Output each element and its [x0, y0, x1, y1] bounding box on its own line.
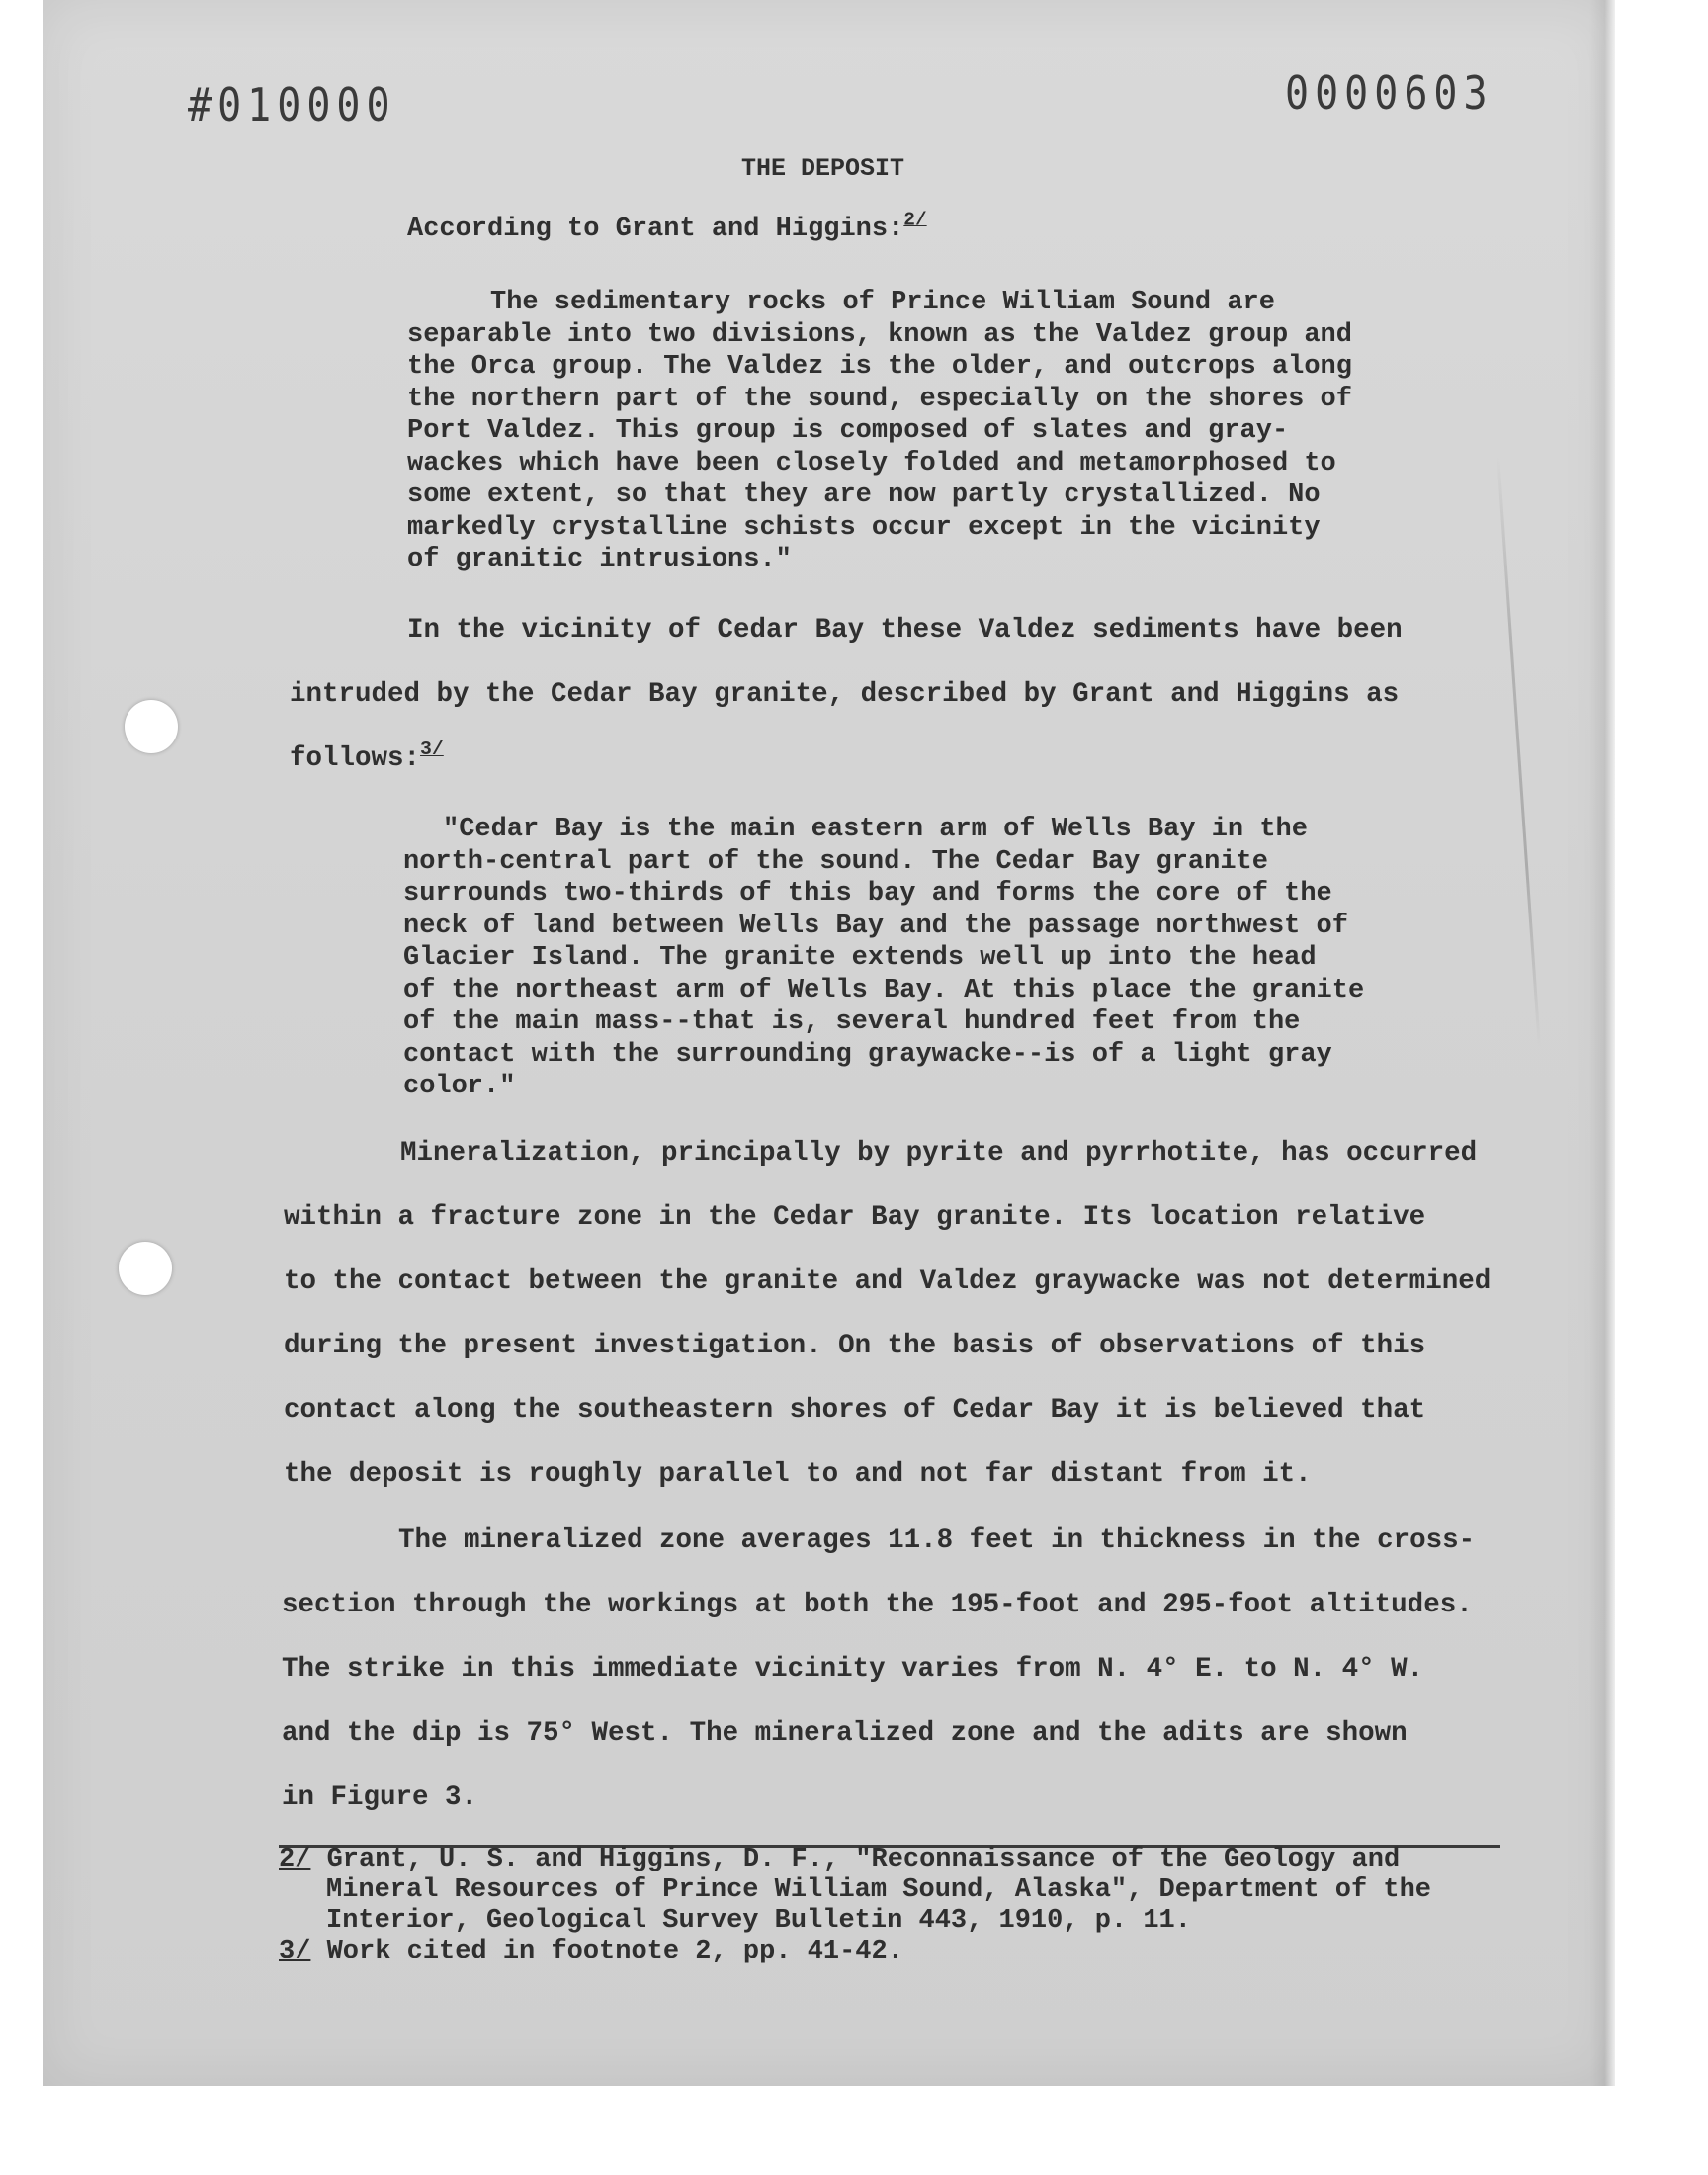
footnote-3: [279, 1937, 903, 1967]
quote1-line: the Orca group. The Valdez is the older, and outcrops along: [407, 352, 1352, 382]
footnote-3-mark: 3/: [279, 1937, 311, 1966]
quote2-line: surrounds two-thirds of this bay and forms the core of the: [403, 879, 1332, 909]
punch-hole-top: [125, 700, 178, 753]
paragraph-mineralized-zone: [282, 1509, 1475, 1830]
footnote-2-line: Interior, Geological Survey Bulletin 443, 1910, p. 11.: [326, 1906, 1191, 1936]
quote1-line: some extent, so that they are now partly crystallized. No: [407, 480, 1321, 510]
page-title: THE DEPOSIT: [741, 154, 905, 183]
footnote-2-mark: 2/: [279, 1845, 311, 1874]
page-edge-shadow: [1589, 0, 1615, 2086]
para1-last-text: follows:: [290, 743, 421, 774]
intro-text: According to Grant and Higgins:: [407, 215, 904, 244]
para1-line: intruded by the Cedar Bay granite, described by Grant and Higgins as: [290, 679, 1400, 710]
punch-hole-bottom: [119, 1242, 172, 1295]
para2-line: contact along the southeastern shores of Cedar Bay it is believed that: [284, 1395, 1426, 1426]
footnote-2-line: Mineral Resources of Prince William Sound, Alaska", Department of the: [326, 1875, 1431, 1905]
quote1-line: Port Valdez. This group is composed of slates and gray-: [407, 416, 1289, 446]
footnote-2: [279, 1845, 1431, 1937]
quote2-line: of the northeast arm of Wells Bay. At this place the granite: [403, 975, 1365, 1005]
footnote-3-text: Work cited in footnote 2, pp. 41-42.: [326, 1937, 903, 1966]
para2-line: Mineralization, principally by pyrite and pyrrhotite, has occurred: [400, 1138, 1478, 1169]
para1-line: In the vicinity of Cedar Bay these Valdez sediments have been: [407, 615, 1403, 646]
intro-line: [407, 209, 927, 246]
document-number-stamp-left: #010000: [188, 79, 396, 132]
quote1-line: markedly crystalline schists occur except in the vicinity: [407, 512, 1321, 543]
para3-line: The strike in this immediate vicinity varies from N. 4° E. to N. 4° W.: [282, 1654, 1424, 1685]
para3-line: The mineralized zone averages 11.8 feet in thickness in the cross-: [398, 1525, 1476, 1556]
footnote-ref-2: 2/: [903, 209, 927, 231]
paragraph-mineralization: [284, 1121, 1491, 1507]
paragraph-cedar-bay-intro: [290, 598, 1403, 791]
quote-grant-higgins-2: [403, 814, 1364, 1103]
footnote-2-text: Grant, U. S. and Higgins, D. F., "Reconnaissance of the Geology and: [326, 1845, 1401, 1874]
quote1-line: the northern part of the sound, especially on the shores of: [407, 384, 1352, 414]
para2-line: during the present investigation. On the basis of observations of this: [284, 1331, 1426, 1361]
para3-line: section through the workings at both the 195-foot and 295-foot altitudes.: [282, 1590, 1473, 1620]
quote-grant-higgins-1: [407, 287, 1352, 576]
para3-line: in Figure 3.: [282, 1783, 478, 1813]
footnote-ref-3: 3/: [420, 739, 444, 761]
para2-line: to the contact between the granite and Valdez graywacke was not determined: [284, 1266, 1492, 1297]
para2-line: the deposit is roughly parallel to and not far distant from it.: [284, 1459, 1312, 1490]
quote2-line: "Cedar Bay is the main eastern arm of Wells Bay in the: [443, 815, 1308, 844]
footnote-2-line: [279, 1845, 1431, 1875]
quote1-line: wackes which have been closely folded and metamorphosed to: [407, 448, 1336, 478]
quote2-line: neck of land between Wells Bay and the passage northwest of: [403, 911, 1348, 941]
para3-line: and the dip is 75° West. The mineralized zone and the adits are shown: [282, 1718, 1408, 1749]
quote2-line: Glacier Island. The granite extends well up into the head: [403, 943, 1317, 973]
quote2-line: north-central part of the sound. The Cedar Bay granite: [403, 846, 1268, 877]
quote2-line: contact with the surrounding graywacke--is of a light gray: [403, 1039, 1332, 1070]
quote1-line: separable into two divisions, known as the Valdez group and: [407, 319, 1352, 350]
quote1-line: The sedimentary rocks of Prince William Sound are: [490, 288, 1275, 317]
para1-line-last: [290, 727, 1403, 791]
quote1-line: of granitic intrusions.": [407, 545, 792, 574]
para2-line: within a fracture zone in the Cedar Bay granite. Its location relative: [284, 1202, 1426, 1233]
quote2-line: color.": [403, 1072, 516, 1101]
quote2-line: of the main mass--that is, several hundred feet from the: [403, 1007, 1301, 1037]
document-number-stamp-right: 0000603: [1285, 67, 1494, 121]
